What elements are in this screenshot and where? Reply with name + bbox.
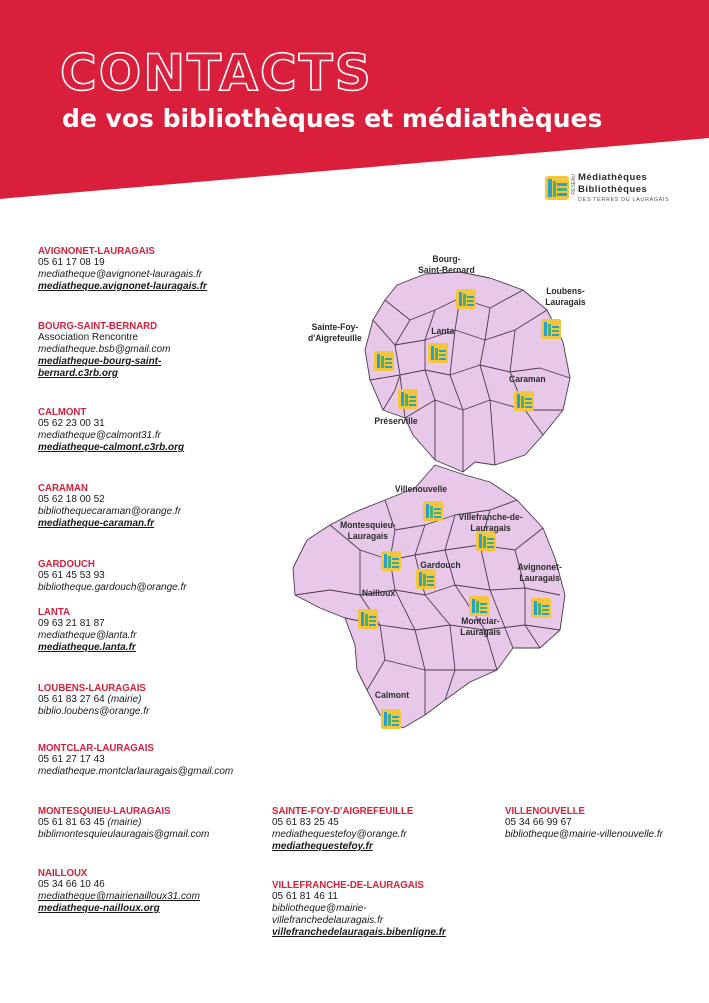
map-label-calmont: Calmont <box>374 690 410 701</box>
map-label-villenouvelle: Villenouvelle <box>394 484 448 495</box>
library-pin-icon[interactable] <box>357 608 379 630</box>
contact-name: AVIGNONET-LAURAGAIS <box>38 245 155 257</box>
contact-phone: 05 34 66 10 46 <box>38 879 105 890</box>
contact-email[interactable]: mediatheque@avignonet-lauragais.fr <box>38 269 203 280</box>
network-logo <box>543 172 673 208</box>
contact-phone: 05 34 66 99 67 <box>505 817 572 828</box>
contact-email[interactable]: mediatheque@mairienailloux31.com <box>38 891 200 902</box>
library-pin-icon[interactable] <box>373 350 395 372</box>
contact-website-line2[interactable]: bernard.c3rb.org <box>38 368 119 379</box>
contact-website-line1[interactable]: mediatheque-bourg-saint- <box>38 356 162 367</box>
contact-phone: 05 61 81 63 45 <box>38 817 105 828</box>
contact-montclar <box>38 742 268 778</box>
library-pin-icon[interactable] <box>380 550 402 572</box>
contact-email[interactable]: mediatheque@calmont31.fr <box>38 430 161 441</box>
library-pin-icon[interactable] <box>468 595 490 617</box>
books-logo-icon <box>543 174 571 202</box>
contact-avignonet <box>38 245 268 293</box>
contact-website[interactable]: mediathequestefoy.fr <box>272 841 373 852</box>
contact-email[interactable]: mediatheque@lanta.fr <box>38 630 137 641</box>
contact-sainte-foy <box>272 805 472 853</box>
logo-line2: Bibliothèques <box>578 184 648 195</box>
map-label-preserville: Préserville <box>374 416 418 427</box>
contact-phone: 05 61 83 25 45 <box>272 817 339 828</box>
contact-name: GARDOUCH <box>38 558 95 570</box>
library-pin-icon[interactable] <box>530 597 552 619</box>
contact-bourg-saint-bernard <box>38 320 268 380</box>
contact-website[interactable]: mediatheque.lanta.fr <box>38 642 136 653</box>
contact-name: MONTESQUIEU-LAURAGAIS <box>38 805 171 817</box>
contact-email[interactable]: bibliotheque.gardouch@orange.fr <box>38 582 187 593</box>
contact-calmont <box>38 406 268 454</box>
map-label-montesquieu: Montesquieu- Lauragais <box>340 520 396 542</box>
library-pin-icon[interactable] <box>422 500 444 522</box>
contact-phone: 05 62 23 00 31 <box>38 418 105 429</box>
contact-note: Association Rencontre <box>38 332 139 343</box>
contact-website[interactable]: mediatheque-calmont.c3rb.org <box>38 442 185 453</box>
contact-website[interactable]: mediatheque-caraman.fr <box>38 518 155 529</box>
library-pin-icon[interactable] <box>415 568 437 590</box>
contact-name: LANTA <box>38 606 71 618</box>
contact-name: CALMONT <box>38 406 87 418</box>
map-label-loubens: Loubens- Lauragais <box>545 286 586 308</box>
contact-phone: 05 61 83 27 64 <box>38 694 105 705</box>
library-pin-icon[interactable] <box>540 318 562 340</box>
logo-line1: Médiathèques <box>578 172 648 183</box>
contact-name: VILLEFRANCHE-DE-LAURAGAIS <box>272 879 424 891</box>
logo-line3: DES TERRES DU LAURAGAIS <box>578 197 670 203</box>
contact-email-line2[interactable]: villefranchedelauragais.fr <box>272 915 384 926</box>
contact-phone-row <box>38 817 268 829</box>
contact-caraman <box>38 482 268 530</box>
map-label-avignonet: Avignonet- Lauragais <box>517 562 562 584</box>
contact-email-line1[interactable]: bibliotheque@mairie- <box>272 903 367 914</box>
contact-nailloux <box>38 867 268 915</box>
contact-website[interactable]: mediatheque-nailloux.org <box>38 903 160 914</box>
contact-phone: 05 61 81 46 11 <box>272 891 338 902</box>
contact-phone: 05 61 45 53 93 <box>38 570 105 581</box>
contact-email[interactable]: biblimontesquieulauragais@gmail.com <box>38 829 210 840</box>
contact-name: SAINTE-FOY-D'AIGREFEUILLE <box>272 805 414 817</box>
contact-name: BOURG-SAINT-BERNARD <box>38 320 158 332</box>
logo-network-word: RÉSEAU <box>571 174 577 195</box>
map-label-sainte-foy: Sainte-Foy- d'Aigrefeuille <box>307 322 362 344</box>
contact-gardouch <box>38 558 268 594</box>
library-pin-icon[interactable] <box>427 342 449 364</box>
contact-email[interactable]: mediathequestefoy@orange.fr <box>272 829 407 840</box>
contact-email[interactable]: mediatheque.montclarlauragais@gmail.com <box>38 766 234 777</box>
contact-phone-note: (mairie) <box>107 817 142 828</box>
contact-phone: 09 63 21 81 87 <box>38 618 105 629</box>
map-label-montclar: Montclar- Lauragais <box>460 616 501 638</box>
contact-phone-row <box>38 694 268 706</box>
contact-villefranche <box>272 879 482 939</box>
map-label-gardouch: Gardouch <box>420 560 461 571</box>
page-title: CONTACTS <box>60 44 373 102</box>
library-pin-icon[interactable] <box>397 388 419 410</box>
map-label-nailloux: Nailloux <box>361 588 396 599</box>
contact-name: VILLENOUVELLE <box>505 805 585 817</box>
library-pin-icon[interactable] <box>513 390 535 412</box>
contact-email[interactable]: bibliotheque@mairie-villenouvelle.fr <box>505 829 664 840</box>
contact-villenouvelle <box>505 805 695 841</box>
contact-email[interactable]: biblio.loubens@orange.fr <box>38 706 150 717</box>
contact-website[interactable]: mediatheque.avignonet-lauragais.fr <box>38 281 207 292</box>
contact-phone: 05 61 27 17 43 <box>38 754 105 765</box>
map-label-bourg: Bourg- Saint-Bernard <box>418 254 475 276</box>
territory-map <box>285 250 585 730</box>
map-label-villefranche: Villefranche-de- Lauragais <box>458 512 523 534</box>
library-pin-icon[interactable] <box>380 708 402 730</box>
contact-phone-note: (mairie) <box>107 694 142 705</box>
contact-email[interactable]: mediatheque.bsb@gmail.com <box>38 344 171 355</box>
page-subtitle: de vos bibliothèques et médiathèques <box>62 104 603 133</box>
map-label-lanta: Lanta <box>431 326 455 337</box>
library-pin-icon[interactable] <box>455 288 477 310</box>
contact-loubens <box>38 682 268 718</box>
map-label-caraman: Caraman <box>509 374 546 385</box>
contact-phone: 05 61 17 08 19 <box>38 257 105 268</box>
contact-name: NAILLOUX <box>38 867 88 879</box>
contact-email[interactable]: bibliothequecaraman@orange.fr <box>38 506 182 517</box>
contact-name: LOUBENS-LAURAGAIS <box>38 682 146 694</box>
contact-phone: 05 62 18 00 52 <box>38 494 105 505</box>
contact-name: MONTCLAR-LAURAGAIS <box>38 742 154 754</box>
contact-montesquieu <box>38 805 268 841</box>
contact-name: CARAMAN <box>38 482 88 494</box>
contact-website[interactable]: villefranchedelauragais.bibenligne.fr <box>272 927 446 938</box>
contact-lanta <box>38 606 268 654</box>
